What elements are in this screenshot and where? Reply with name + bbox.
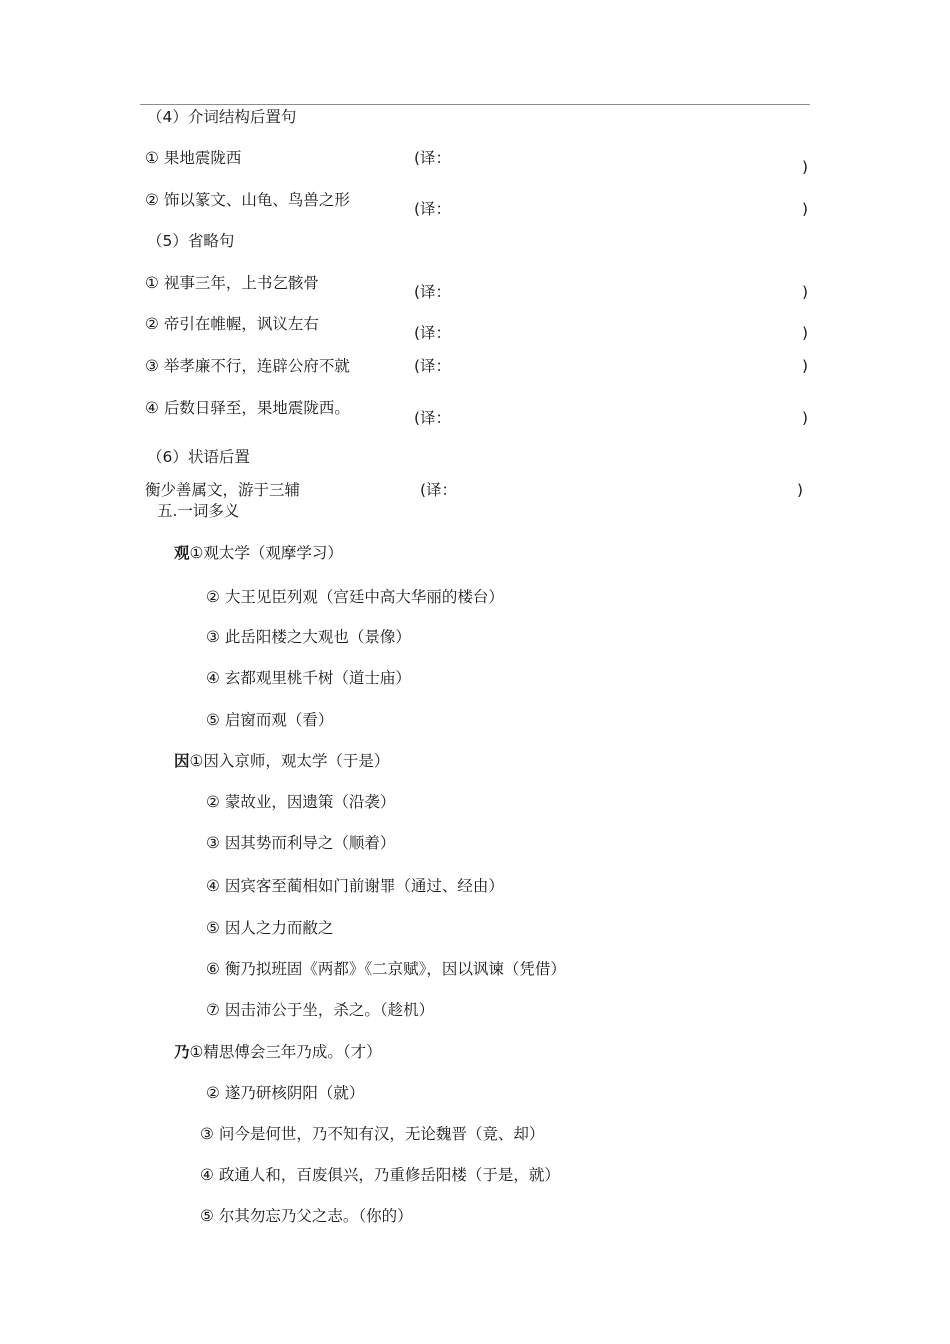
sentence-s6-1: 衡少善属文，游于三辅 [145, 481, 301, 499]
word-entry-yin [174, 754, 389, 770]
sentence-s5-1: ① 视事三年，上书乞骸骨 [145, 274, 319, 292]
meaning-line: ③ 因其势而利导之（顺着） [206, 834, 396, 852]
headword: 乃 [174, 1043, 190, 1061]
sentence-s5-3: ③ 举孝廉不行，连辟公府不就 [145, 357, 350, 375]
meaning-line: ② 蒙故业，因遗策（沿袭） [206, 793, 396, 811]
part-five-heading: 五.一词多义 [157, 502, 240, 520]
meaning-line: ⑥ 衡乃拟班固《两都》《二京赋》，因以讽谏（凭借） [206, 960, 566, 978]
top-rule [140, 104, 810, 105]
meaning-line: ② 大王见臣列观（宫廷中高大华丽的楼台） [206, 588, 504, 606]
sentence-s5-2: ② 帝引在帷幄，讽议左右 [145, 315, 319, 333]
section-heading-6: （6）状语后置 [147, 448, 250, 466]
meaning-line: ⑤ 尔其勿忘乃父之志。（你的） [200, 1207, 413, 1225]
word-entry-nai [174, 1045, 382, 1061]
translation-close: ) [802, 324, 809, 342]
section-heading-4: （4）介词结构后置句 [147, 108, 297, 126]
meaning-1: ①精思傅会三年乃成。（才） [189, 1043, 382, 1061]
headword: 观 [174, 544, 190, 562]
translation-close: ) [802, 158, 809, 176]
meaning-line: ⑤ 启窗而观（看） [206, 711, 334, 729]
meaning-line: ⑦ 因击沛公于坐，杀之。（趁机） [206, 1001, 435, 1019]
meaning-1: ①因入京师，观太学（于是） [189, 752, 390, 770]
translation-label: (译： [414, 149, 452, 167]
translation-label: (译： [414, 283, 452, 301]
translation-close: ) [802, 283, 809, 301]
meaning-line: ④ 玄都观里桃千树（道士庙） [206, 669, 411, 687]
translation-close: ) [802, 357, 809, 375]
meaning-line: ③ 问今是何世，乃不知有汉，无论魏晋（竟、却） [200, 1125, 545, 1143]
word-entry-guan [174, 546, 343, 562]
translation-close: ) [802, 200, 809, 218]
meaning-line: ② 遂乃研核阴阳（就） [206, 1084, 365, 1102]
translation-close: ) [802, 409, 809, 427]
meaning-line: ⑤ 因人之力而敝之 [206, 919, 334, 937]
sentence-s4-1: ① 果地震陇西 [145, 149, 242, 167]
translation-close: ) [797, 481, 804, 499]
translation-label: (译： [414, 357, 452, 375]
meaning-line: ④ 因宾客至蔺相如门前谢罪（通过、经由） [206, 877, 504, 895]
translation-label: (译： [414, 324, 452, 342]
section-heading-5: （5）省略句 [147, 232, 235, 250]
translation-label: (译： [414, 409, 452, 427]
sentence-s4-2: ② 饰以篆文、山龟、鸟兽之形 [145, 191, 350, 209]
meaning-line: ④ 政通人和，百废俱兴，乃重修岳阳楼（于是，就） [200, 1166, 560, 1184]
translation-label: (译： [420, 481, 458, 499]
meaning-1: ①观太学（观摩学习） [189, 544, 343, 562]
headword: 因 [174, 752, 190, 770]
meaning-line: ③ 此岳阳楼之大观也（景像） [206, 628, 411, 646]
sentence-s5-4: ④ 后数日驿至，果地震陇西。 [145, 399, 350, 417]
translation-label: (译： [414, 200, 452, 218]
